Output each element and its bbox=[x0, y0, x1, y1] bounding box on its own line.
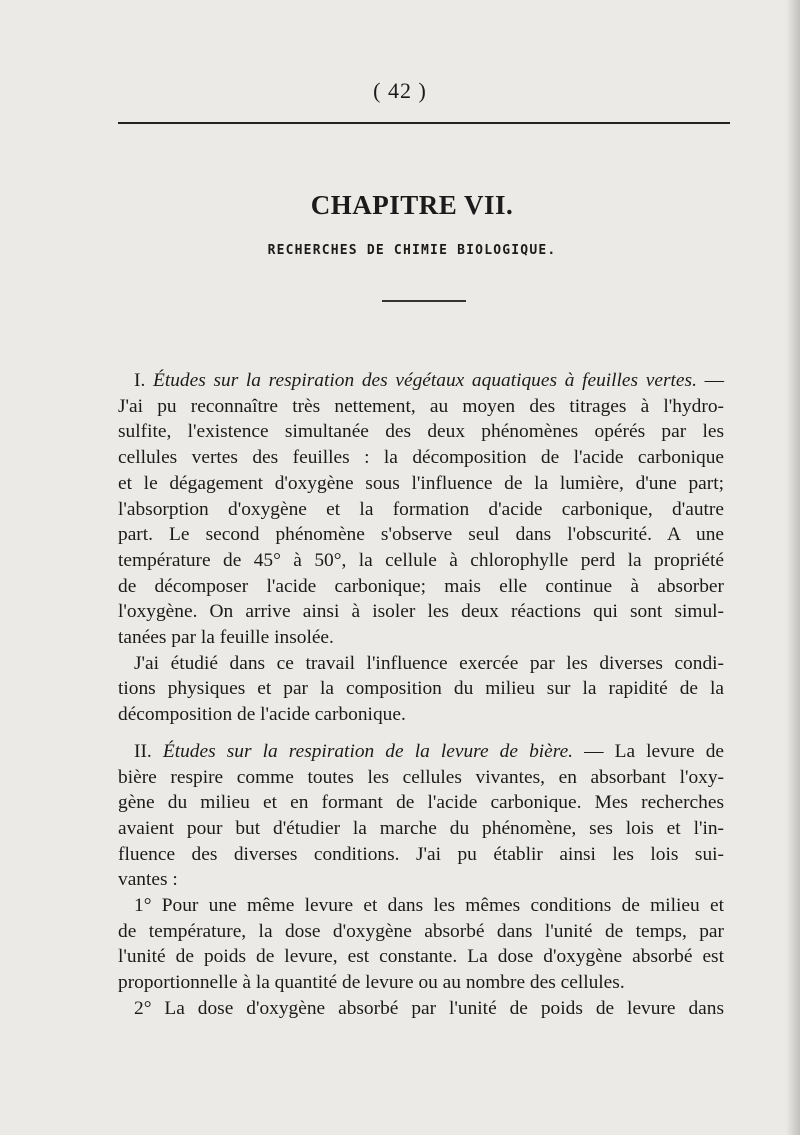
chapter-subtitle: RECHERCHES DE CHIMIE BIOLOGIQUE. bbox=[267, 243, 557, 258]
text-line: gène du milieu et en formant de l'acide carbonique. Mes recherches bbox=[118, 792, 724, 814]
title-divider bbox=[382, 300, 466, 302]
text-line: avaient pour but d'étudier la marche du phénomène, ses lois et l'in- bbox=[118, 817, 724, 839]
header-rule bbox=[118, 122, 730, 124]
text-line: bière respire comme toutes les cellules vivantes, en absorbant l'oxy- bbox=[118, 766, 724, 788]
text-line: tanées par la feuille insolée. bbox=[118, 627, 334, 649]
page-edge-shadow bbox=[786, 0, 800, 1135]
text-line: l'unité de poids de levure, est constante. La dose d'oxygène absorbé est bbox=[118, 946, 724, 968]
section-2-number: II. bbox=[134, 740, 152, 762]
list-item-2: 2° La dose d'oxygène absorbé par l'unité de poids de levure dans bbox=[134, 997, 724, 1019]
text-line: l'oxygène. On arrive ainsi à isoler les deux réactions qui sont simul- bbox=[118, 601, 724, 623]
text-line: sulfite, l'existence simultanée des deux phénomènes opérés par les bbox=[118, 421, 724, 443]
section-2-dash: — bbox=[584, 740, 604, 762]
text-line: et le dégagement d'oxygène sous l'influence de la lumière, d'une part; bbox=[118, 472, 724, 494]
text-line: de décomposer l'acide carbonique; mais elle continue à absorber bbox=[118, 575, 724, 597]
section-2-first-line-tail: La levure de bbox=[614, 740, 724, 762]
chapter-title: CHAPITRE VII. bbox=[310, 190, 514, 220]
text-line: part. Le second phénomène s'observe seul dans l'obscurité. A une bbox=[118, 524, 724, 546]
text-line: vantes : bbox=[118, 869, 178, 891]
text-line: J'ai étudié dans ce travail l'influence exercée par les diverses condi- bbox=[134, 652, 724, 674]
text-line: l'absorption d'oxygène et la formation d'acide carbonique, d'autre bbox=[118, 498, 724, 520]
section-2-heading-line bbox=[118, 739, 724, 765]
text-line: proportionnelle à la quantité de levure ou au nombre des cellules. bbox=[118, 972, 625, 994]
section-2-title: Études sur la respiration de la levure de bière. bbox=[162, 740, 574, 762]
text-line: fluence des diverses conditions. J'ai pu établir ainsi les lois sui- bbox=[118, 843, 724, 865]
page-number: ( 42 ) bbox=[373, 78, 427, 103]
list-item-1: 1° Pour une même levure et dans les mêmes conditions de milieu et bbox=[134, 895, 724, 917]
text-line: tions physiques et par la composition du milieu sur la rapidité de la bbox=[118, 678, 724, 700]
section-1-heading-line bbox=[118, 368, 724, 394]
section-1-number: I. bbox=[134, 370, 146, 391]
section-1-title: Études sur la respiration des végétaux aquatiques à feuilles vertes. bbox=[153, 370, 697, 391]
text-line: décomposition de l'acide carbonique. bbox=[118, 704, 406, 726]
section-1-dash: — bbox=[704, 370, 724, 391]
text-line: J'ai pu reconnaître très nettement, au moyen des titrages à l'hydro- bbox=[118, 395, 724, 417]
text-line: température de 45° à 50°, la cellule à chlorophylle perd la propriété bbox=[118, 549, 724, 571]
text-line: cellules vertes des feuilles : la décomposition de l'acide carbonique bbox=[118, 447, 724, 469]
body-text bbox=[118, 368, 724, 1022]
text-line: de température, la dose d'oxygène absorbé dans l'unité de temps, par bbox=[118, 920, 724, 942]
